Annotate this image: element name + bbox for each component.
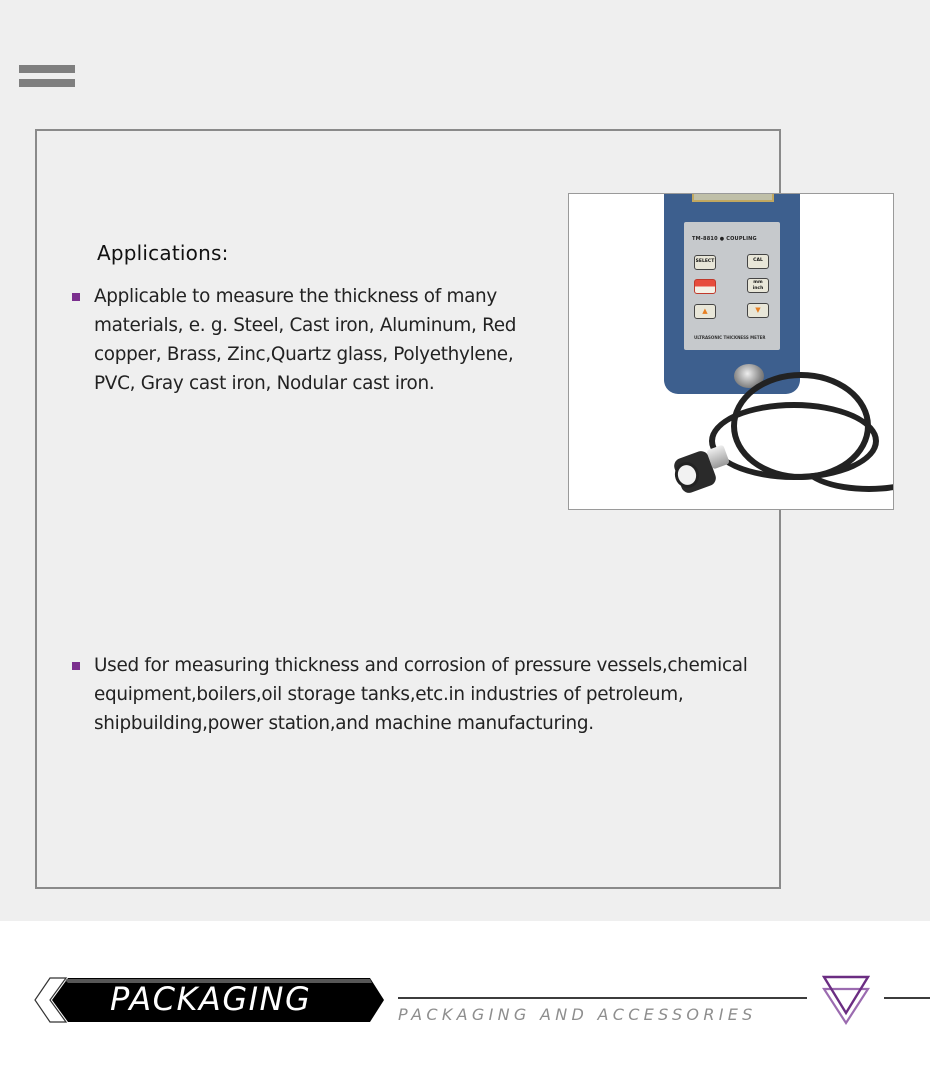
application-item-text: Applicable to measure the thickness of many materials, e. g. Steel, Cast iron, Aluminum, Red copper, Brass, Zinc,Quartz glass, Polyethylene, PVC, Gray cast iron, Nodular cast iron. [94,286,517,394]
device-down-button: ▼ [747,303,769,318]
device-up-button: ▲ [694,304,716,319]
packaging-title: PACKAGING [110,980,312,1018]
product-image [568,193,894,510]
application-item [94,651,764,738]
divider-line [398,997,807,999]
bullet-square-icon [72,662,80,670]
device-power-button [694,279,716,294]
thickness-meter-device [664,193,800,394]
application-item-text: Used for measuring thickness and corrosion of pressure vessels,chemical equipment,boilers,oil storage tanks,etc.in industries of petroleum, shipbuilding,power station,and machine manufacturing. [94,655,748,734]
device-cal-button: CAL [747,254,769,269]
device-select-button: SELECT [694,255,716,270]
application-item [94,282,544,398]
device-model-label: TM-8810 ● COUPLING [692,236,757,242]
device-panel-label: ULTRASONIC THICKNESS METER [694,335,766,340]
device-screen [692,193,774,202]
device-keypad-panel [684,222,780,350]
applications-heading: Applications: [97,241,229,265]
bullet-square-icon [72,293,80,301]
double-triangle-down-icon [822,975,870,1025]
divider-line [884,997,930,999]
hamburger-menu-icon[interactable] [19,65,75,88]
packaging-subtitle: PACKAGING AND ACCESSORIES [398,1005,757,1024]
device-unit-button: mm inch [747,278,769,293]
packaging-banner [34,976,386,1024]
